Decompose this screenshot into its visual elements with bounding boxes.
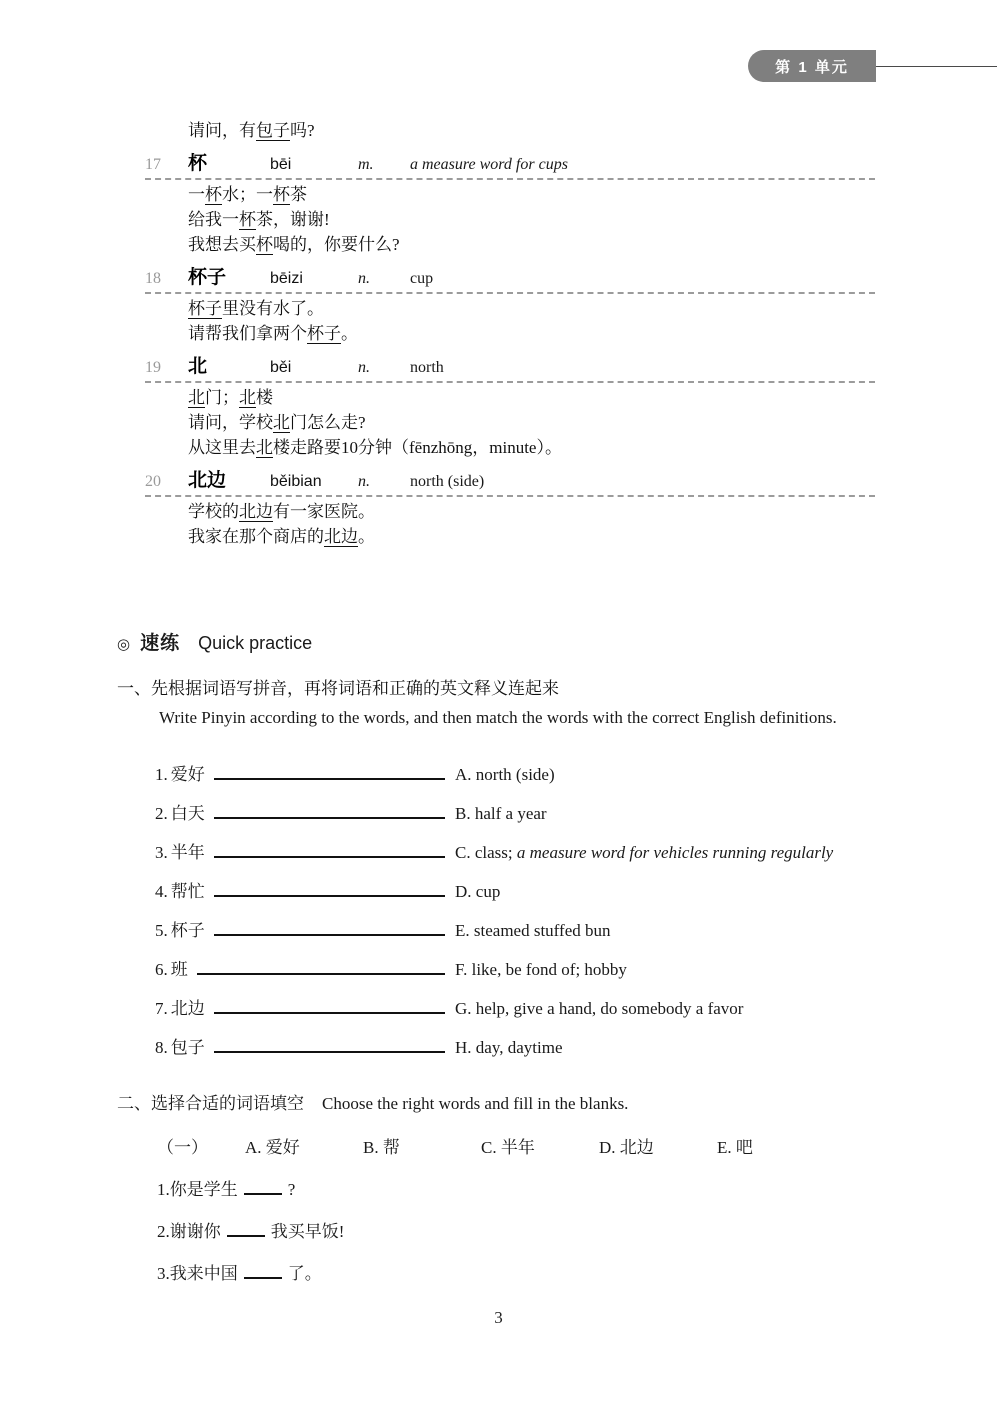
example-text: 吗? — [290, 121, 315, 140]
definition-text: day, daytime — [475, 1038, 563, 1057]
word-bank-option[interactable]: E. 吧 — [717, 1138, 753, 1157]
pinyin-answer-blank[interactable] — [214, 998, 445, 1014]
definition-label: G. — [455, 999, 476, 1018]
quick-practice-heading — [117, 628, 312, 655]
matching-exercise — [155, 760, 955, 1072]
pinyin-answer-blank[interactable] — [197, 959, 445, 975]
definition-text: north (side) — [475, 765, 555, 784]
question-number: 3. — [157, 1264, 170, 1283]
example-sentence — [188, 232, 875, 257]
matching-chinese-word: 半年 — [170, 843, 205, 862]
definition-text: cup — [475, 882, 501, 901]
pinyin-answer-blank[interactable] — [214, 842, 445, 858]
example-text: 有一家医院。 — [273, 502, 375, 521]
word-bank-option[interactable]: D. 北边 — [599, 1138, 654, 1157]
example-text: 从这里去 — [188, 438, 256, 457]
entry-separator — [145, 292, 875, 294]
vocabulary-entry-row — [145, 465, 875, 492]
matching-left-item — [155, 877, 455, 902]
example-sentence — [188, 182, 875, 207]
entry-number: 17 — [145, 156, 161, 173]
definition-text: half a year — [474, 804, 547, 823]
example-text: 门； — [205, 388, 239, 407]
matching-row — [155, 916, 955, 955]
entry-number: 19 — [145, 359, 161, 376]
example-text: 水；一 — [222, 185, 273, 204]
header-rule — [876, 66, 997, 67]
example-sentence — [188, 385, 875, 410]
matching-chinese-word: 杯子 — [170, 921, 205, 940]
question-text-after: ? — [287, 1180, 296, 1199]
entry-examples — [145, 182, 875, 257]
matching-right-definition[interactable] — [455, 765, 555, 785]
example-target-word: 北 — [188, 388, 205, 407]
answer-blank[interactable] — [227, 1222, 265, 1237]
definition-text: class; — [474, 843, 517, 862]
example-target-word: 杯 — [205, 185, 222, 204]
vocabulary-list — [145, 118, 875, 549]
example-text: 学校的 — [188, 502, 239, 521]
matching-left-item — [155, 1033, 455, 1058]
example-text: 茶 — [290, 185, 307, 204]
entry-separator — [145, 495, 875, 497]
matching-row — [155, 1033, 955, 1072]
unit-tab-badge: 第 1 单元 — [748, 50, 876, 82]
section-two-title-row — [117, 1089, 917, 1114]
question-text-before: 谢谢你 — [169, 1222, 221, 1241]
fill-in-blank-row — [157, 1217, 917, 1242]
entry-separator — [145, 381, 875, 383]
matching-chinese-word: 爱好 — [170, 765, 205, 784]
entry-part-of-speech: m. — [358, 156, 374, 173]
example-target-word: 杯子 — [307, 324, 341, 343]
example-text: 给我一 — [188, 210, 239, 229]
example-target-word: 北 — [256, 438, 273, 457]
example-target-word: 杯 — [273, 185, 290, 204]
matching-right-definition[interactable] — [455, 999, 743, 1019]
entry-pinyin: bēizi — [270, 270, 303, 287]
matching-item-number: 6. — [155, 960, 168, 979]
diamond-bullet-icon: ◎ — [117, 637, 131, 653]
entry-number: 20 — [145, 473, 161, 490]
matching-row — [155, 799, 955, 838]
section-one — [117, 674, 907, 730]
vocabulary-entry-row — [145, 262, 875, 289]
vocabulary-entry-row — [145, 148, 875, 175]
pinyin-answer-blank[interactable] — [214, 1037, 445, 1053]
matching-left-item — [155, 994, 455, 1019]
entry-part-of-speech: n. — [358, 270, 370, 287]
matching-right-definition[interactable] — [455, 804, 547, 824]
matching-right-definition[interactable] — [455, 960, 627, 980]
entry-examples — [145, 385, 875, 460]
matching-right-definition[interactable] — [455, 882, 500, 902]
example-text: 请帮我们拿两个 — [188, 324, 307, 343]
example-target-word: 北 — [239, 388, 256, 407]
example-text: 请问，学校 — [188, 413, 273, 432]
entry-definition: cup — [410, 270, 434, 287]
example-text: 喝的，你要什么? — [273, 235, 400, 254]
definition-text: steamed stuffed bun — [473, 921, 611, 940]
question-number: 1. — [157, 1180, 170, 1199]
example-text: 楼走路要10分钟（fēnzhōng，minute）。 — [273, 438, 562, 457]
entry-pinyin: běi — [270, 359, 292, 376]
fill-in-blank-questions — [117, 1175, 917, 1284]
entry-pinyin: bēi — [270, 156, 292, 173]
lead-example-block — [145, 118, 875, 143]
definition-label: H. — [455, 1038, 476, 1057]
matching-chinese-word: 白天 — [170, 804, 205, 823]
definition-label: F. — [455, 960, 472, 979]
entry-headword: 杯子 — [188, 267, 227, 288]
example-target-word: 杯 — [239, 210, 256, 229]
word-bank-row — [157, 1133, 917, 1158]
section-two-title-en: Choose the right words and fill in the blanks. — [322, 1094, 629, 1113]
pinyin-answer-blank[interactable] — [214, 803, 445, 819]
entry-headword: 北边 — [188, 470, 227, 491]
matching-item-number: 8. — [155, 1038, 168, 1057]
word-bank-option[interactable]: B. 帮 — [363, 1138, 400, 1157]
matching-item-number: 5. — [155, 921, 168, 940]
matching-item-number: 1. — [155, 765, 168, 784]
matching-left-item — [155, 838, 455, 863]
definition-text: like, be fond of; hobby — [471, 960, 627, 979]
example-target-word: 杯子 — [188, 299, 222, 318]
answer-blank[interactable] — [244, 1264, 282, 1279]
matching-right-definition[interactable] — [455, 1038, 562, 1058]
example-text: 门怎么走? — [290, 413, 366, 432]
quick-practice-title-cn: 速练 — [140, 633, 181, 654]
example-target-word: 北 — [273, 413, 290, 432]
entry-examples — [145, 296, 875, 346]
definition-label: B. — [455, 804, 475, 823]
section-one-title-cn: 一、先根据词语写拼音，再将词语和正确的英文释义连起来 — [117, 679, 559, 698]
example-text: 茶，谢谢! — [256, 210, 330, 229]
definition-label: A. — [455, 765, 476, 784]
quick-practice-title-en: Quick practice — [198, 633, 313, 653]
matching-left-item — [155, 760, 455, 785]
definition-text: help, give a hand, do somebody a favor — [475, 999, 744, 1018]
example-text: 我家在那个商店的 — [188, 527, 324, 546]
word-bank-group-label: （一） — [157, 1138, 208, 1157]
example-text: 。 — [358, 527, 375, 546]
example-sentence — [188, 499, 875, 524]
matching-item-number: 7. — [155, 999, 168, 1018]
entry-pinyin: běibian — [270, 473, 322, 490]
example-sentence — [188, 118, 875, 143]
pinyin-answer-blank[interactable] — [214, 881, 445, 897]
definition-label: C. — [455, 843, 475, 862]
entry-definition: north — [410, 359, 444, 376]
entry-separator — [145, 178, 875, 180]
matching-left-item — [155, 916, 455, 941]
example-text: 我想去买 — [188, 235, 256, 254]
matching-chinese-word: 帮忙 — [170, 882, 205, 901]
matching-left-item — [155, 799, 455, 824]
matching-right-definition[interactable] — [455, 843, 833, 863]
example-target-word: 北边 — [324, 527, 358, 546]
example-text: 一 — [188, 185, 205, 204]
example-sentence — [188, 410, 875, 435]
example-text: 楼 — [256, 388, 273, 407]
matching-chinese-word: 包子 — [170, 1038, 205, 1057]
example-sentence — [188, 296, 875, 321]
entry-number: 18 — [145, 270, 161, 287]
question-number: 2. — [157, 1222, 170, 1241]
entry-headword: 杯 — [188, 153, 208, 174]
matching-item-number: 4. — [155, 882, 168, 901]
example-sentence — [188, 207, 875, 232]
matching-row — [155, 877, 955, 916]
section-two — [117, 1089, 917, 1284]
matching-row — [155, 994, 955, 1033]
matching-item-number: 2. — [155, 804, 168, 823]
matching-left-item — [155, 955, 455, 980]
example-sentence — [188, 321, 875, 346]
page-number: 3 — [494, 1308, 503, 1327]
fill-in-blank-row — [157, 1175, 917, 1200]
matching-chinese-word: 北边 — [170, 999, 205, 1018]
word-bank-option[interactable]: C. 半年 — [481, 1138, 535, 1157]
example-sentence — [188, 435, 875, 460]
entry-definition: a measure word for cups — [410, 156, 568, 173]
pinyin-answer-blank[interactable] — [214, 920, 445, 936]
vocabulary-entry-row — [145, 351, 875, 378]
entry-part-of-speech: n. — [358, 473, 370, 490]
example-sentence — [188, 524, 875, 549]
example-target-word: 包子 — [256, 121, 290, 140]
question-text-after: 了。 — [287, 1264, 322, 1283]
entry-headword: 北 — [188, 356, 208, 377]
question-text-before: 你是学生 — [169, 1180, 238, 1199]
answer-blank[interactable] — [244, 1180, 282, 1195]
definition-label: D. — [455, 882, 476, 901]
example-text: 请问，有 — [188, 121, 256, 140]
section-two-title-cn: 二、选择合适的词语填空 — [117, 1094, 304, 1113]
example-target-word: 北边 — [239, 502, 273, 521]
example-text: 。 — [341, 324, 358, 343]
matching-item-number: 3. — [155, 843, 168, 862]
entry-definition: north (side) — [410, 473, 485, 490]
fill-in-blank-row — [157, 1259, 917, 1284]
matching-row — [155, 955, 955, 994]
example-target-word: 杯 — [256, 235, 273, 254]
matching-row — [155, 760, 955, 799]
example-text: 里没有水了。 — [222, 299, 324, 318]
question-text-after: 我买早饭! — [270, 1222, 345, 1241]
entry-examples — [145, 499, 875, 549]
section-one-title-en: Write Pinyin according to the words, and then match the words with the correct English definitions. — [159, 708, 837, 727]
page-header — [0, 50, 997, 84]
matching-row — [155, 838, 955, 877]
matching-chinese-word: 班 — [170, 960, 188, 979]
matching-right-definition[interactable] — [455, 921, 611, 941]
definition-label: E. — [455, 921, 474, 940]
definition-italic-text: a measure word for vehicles running regularly — [516, 843, 834, 862]
pinyin-answer-blank[interactable] — [214, 764, 445, 780]
word-bank-option[interactable]: A. 爱好 — [245, 1138, 300, 1157]
vocabulary-entries — [145, 148, 875, 549]
question-text-before: 我来中国 — [169, 1264, 238, 1283]
entry-part-of-speech: n. — [358, 359, 370, 376]
